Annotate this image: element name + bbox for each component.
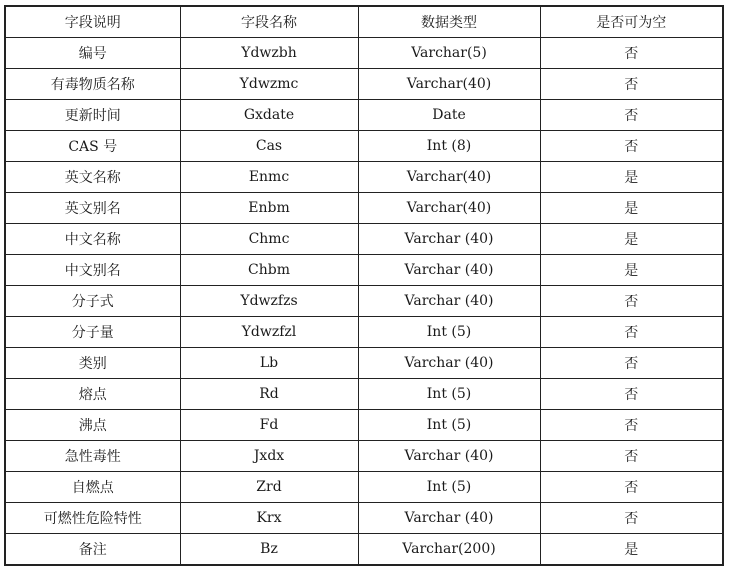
cell-data-type: Varchar (40)	[358, 286, 540, 317]
cell-nullable: 否	[540, 100, 723, 131]
cell-description: 可燃性危险特性	[5, 503, 180, 534]
cell-description: 自燃点	[5, 472, 180, 503]
cell-field-name: Ydwzfzs	[180, 286, 358, 317]
header-field-description: 字段说明	[5, 6, 180, 38]
table-row	[5, 472, 723, 503]
cell-description: 分子量	[5, 317, 180, 348]
cell-data-type: Int (8)	[358, 131, 540, 162]
cell-description: 更新时间	[5, 100, 180, 131]
cell-data-type: Varchar (40)	[358, 224, 540, 255]
table-row	[5, 255, 723, 286]
header-row	[5, 6, 723, 38]
cell-field-name: Ydwzfzl	[180, 317, 358, 348]
table-row	[5, 534, 723, 566]
cell-nullable: 否	[540, 38, 723, 69]
cell-data-type: Varchar (40)	[358, 348, 540, 379]
cell-description: 英文名称	[5, 162, 180, 193]
cell-data-type: Varchar(40)	[358, 69, 540, 100]
header-data-type: 数据类型	[358, 6, 540, 38]
cell-nullable: 否	[540, 379, 723, 410]
cell-field-name: Jxdx	[180, 441, 358, 472]
cell-field-name: Chmc	[180, 224, 358, 255]
table-row	[5, 131, 723, 162]
table-row	[5, 503, 723, 534]
cell-data-type: Varchar(40)	[358, 193, 540, 224]
cell-field-name: Enbm	[180, 193, 358, 224]
cell-data-type: Varchar(200)	[358, 534, 540, 566]
cell-nullable: 否	[540, 410, 723, 441]
table-row	[5, 100, 723, 131]
header-nullable: 是否可为空	[540, 6, 723, 38]
cell-description: 分子式	[5, 286, 180, 317]
field-definition-table	[4, 5, 724, 566]
cell-data-type: Date	[358, 100, 540, 131]
cell-nullable: 是	[540, 255, 723, 286]
table-row	[5, 317, 723, 348]
cell-field-name: Gxdate	[180, 100, 358, 131]
cell-field-name: Fd	[180, 410, 358, 441]
cell-nullable: 是	[540, 162, 723, 193]
table-row	[5, 162, 723, 193]
cell-field-name: Bz	[180, 534, 358, 566]
table-row	[5, 224, 723, 255]
cell-field-name: Ydwzbh	[180, 38, 358, 69]
cell-nullable: 是	[540, 534, 723, 566]
cell-field-name: Zrd	[180, 472, 358, 503]
table-row	[5, 69, 723, 100]
table-body	[5, 38, 723, 566]
cell-nullable: 是	[540, 193, 723, 224]
table-row	[5, 286, 723, 317]
cell-data-type: Int (5)	[358, 410, 540, 441]
cell-nullable: 否	[540, 441, 723, 472]
cell-description: 熔点	[5, 379, 180, 410]
cell-field-name: Lb	[180, 348, 358, 379]
cell-nullable: 否	[540, 348, 723, 379]
cell-nullable: 是	[540, 224, 723, 255]
cell-description: 中文别名	[5, 255, 180, 286]
cell-nullable: 否	[540, 472, 723, 503]
cell-description: 沸点	[5, 410, 180, 441]
table-row	[5, 38, 723, 69]
cell-data-type: Int (5)	[358, 472, 540, 503]
cell-nullable: 否	[540, 286, 723, 317]
cell-data-type: Varchar (40)	[358, 255, 540, 286]
header-field-name: 字段名称	[180, 6, 358, 38]
cell-description: CAS 号	[5, 131, 180, 162]
cell-field-name: Cas	[180, 131, 358, 162]
cell-description: 备注	[5, 534, 180, 566]
cell-description: 英文别名	[5, 193, 180, 224]
cell-description: 有毒物质名称	[5, 69, 180, 100]
cell-data-type: Varchar (40)	[358, 441, 540, 472]
cell-data-type: Int (5)	[358, 379, 540, 410]
cell-nullable: 否	[540, 503, 723, 534]
cell-description: 急性毒性	[5, 441, 180, 472]
cell-data-type: Varchar(5)	[358, 38, 540, 69]
cell-field-name: Krx	[180, 503, 358, 534]
cell-data-type: Int (5)	[358, 317, 540, 348]
cell-description: 编号	[5, 38, 180, 69]
table-row	[5, 441, 723, 472]
table-row	[5, 193, 723, 224]
cell-data-type: Varchar(40)	[358, 162, 540, 193]
cell-description: 中文名称	[5, 224, 180, 255]
cell-nullable: 否	[540, 317, 723, 348]
cell-field-name: Ydwzmc	[180, 69, 358, 100]
table-row	[5, 379, 723, 410]
cell-description: 类别	[5, 348, 180, 379]
cell-field-name: Enmc	[180, 162, 358, 193]
cell-data-type: Varchar (40)	[358, 503, 540, 534]
cell-field-name: Rd	[180, 379, 358, 410]
cell-field-name: Chbm	[180, 255, 358, 286]
table-row	[5, 410, 723, 441]
table-row	[5, 348, 723, 379]
cell-nullable: 否	[540, 69, 723, 100]
cell-nullable: 否	[540, 131, 723, 162]
